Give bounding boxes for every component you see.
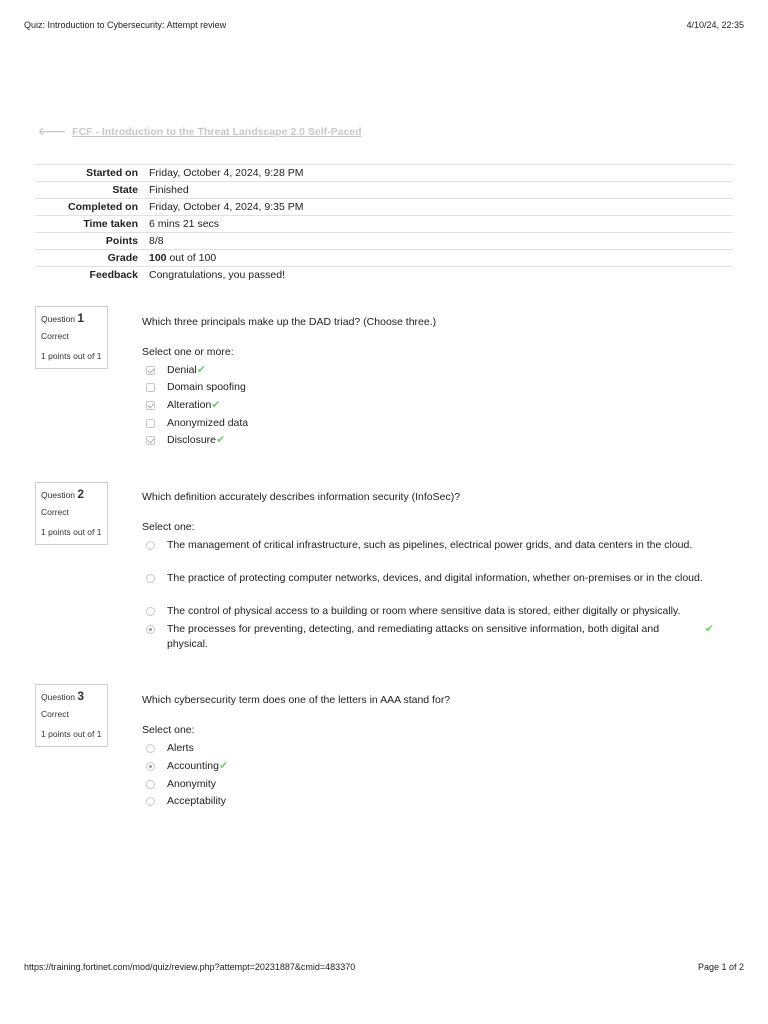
checkbox[interactable]: [146, 401, 155, 410]
question-grade: 1 points out of 1: [41, 351, 102, 361]
course-link-label[interactable]: FCF - Introduction to the Threat Landscape 2.0 Self-Paced: [72, 126, 362, 138]
page-url: https://training.fortinet.com/mod/quiz/review.php?attempt=20231887&cmid=483370: [24, 962, 356, 972]
summary-key: Feedback: [35, 267, 149, 284]
answer-option[interactable]: [146, 741, 724, 756]
answer-option[interactable]: [146, 794, 724, 809]
answer-option[interactable]: [146, 433, 724, 448]
answer-option[interactable]: [146, 380, 724, 395]
option-label: The management of critical infrastructure, such as pipelines, electrical power grids, and data centers in the cloud.: [167, 539, 693, 551]
checkbox[interactable]: [146, 366, 155, 375]
option-label: Alteration: [167, 399, 212, 411]
summary-row: [35, 216, 733, 233]
summary-value: Finished: [149, 182, 733, 199]
checkbox[interactable]: [146, 383, 155, 392]
summary-key: Started on: [35, 165, 149, 182]
option-label: Accounting: [167, 760, 219, 772]
answer-option[interactable]: [146, 416, 724, 431]
question-info-3: [35, 684, 108, 747]
page-number: Page 1 of 2: [697, 962, 744, 972]
answer-prompt-3: Select one:: [142, 724, 195, 736]
option-label: Anonymity: [167, 778, 217, 790]
option-label: The processes for preventing, detecting, and remediating attacks on sensitive information, both digital and physical.: [167, 623, 660, 650]
correct-check-icon: ✔: [216, 434, 226, 446]
question-number: Question 1: [41, 311, 85, 325]
grade-max: out of 100: [166, 252, 217, 264]
question-grade: 1 points out of 1: [41, 729, 102, 739]
question-text-3: Which cybersecurity term does one of the letters in AAA stand for?: [142, 694, 451, 706]
question-info-1: [35, 306, 108, 369]
answer-option[interactable]: [146, 604, 724, 619]
correct-check-icon: ✔: [218, 760, 229, 772]
radio-button[interactable]: [146, 744, 155, 753]
attempt-summary-table: [35, 164, 733, 283]
radio-button[interactable]: [146, 780, 155, 789]
course-back-link[interactable]: [38, 125, 362, 138]
question-number: Question 2: [41, 487, 85, 501]
summary-key: State: [35, 182, 149, 199]
question-state: Correct: [41, 331, 69, 341]
answer-option[interactable]: [146, 622, 724, 652]
print-datetime: 4/10/24, 22:35: [686, 20, 744, 30]
print-title: Quiz: Introduction to Cybersecurity: Attempt review: [24, 20, 227, 30]
correct-check-icon: ✔: [211, 399, 221, 411]
summary-key: Points: [35, 233, 149, 250]
summary-row: [35, 250, 733, 267]
radio-button[interactable]: [146, 762, 155, 771]
summary-value: [149, 250, 733, 267]
grade-score: 100: [149, 252, 167, 264]
radio-button[interactable]: [146, 625, 155, 634]
summary-row: [35, 233, 733, 250]
question-text-1: Which three principals make up the DAD triad? (Choose three.): [142, 316, 437, 328]
radio-button[interactable]: [146, 574, 155, 583]
answer-option[interactable]: [146, 777, 724, 792]
question-grade: 1 points out of 1: [41, 527, 102, 537]
arrow-left-icon: 🡐: [38, 126, 67, 138]
summary-key: Time taken: [35, 216, 149, 233]
option-label: Acceptability: [167, 795, 226, 807]
answer-option[interactable]: [146, 759, 724, 774]
answer-option[interactable]: [146, 538, 724, 553]
option-label: Alerts: [167, 742, 194, 754]
question-state: Correct: [41, 507, 69, 517]
option-label: Domain spoofing: [167, 381, 246, 393]
summary-value: Friday, October 4, 2024, 9:35 PM: [149, 199, 733, 216]
radio-button[interactable]: [146, 541, 155, 550]
option-label: The practice of protecting computer networks, devices, and digital information, whether on-premises or in the cloud.: [167, 572, 703, 584]
answer-prompt-1: Select one or more:: [142, 346, 234, 358]
option-label: Disclosure: [167, 434, 217, 446]
answer-option[interactable]: [146, 571, 724, 586]
summary-value: 8/8: [149, 233, 733, 250]
checkbox[interactable]: [146, 419, 155, 428]
option-label: The control of physical access to a building or room where sensitive data is stored, either digitally or physically.: [167, 605, 681, 617]
question-number: Question 3: [41, 689, 85, 703]
print-header: [24, 20, 744, 34]
summary-value: 6 mins 21 secs: [149, 216, 733, 233]
summary-row: [35, 182, 733, 199]
summary-value: Congratulations, you passed!: [149, 267, 733, 284]
checkbox[interactable]: [146, 436, 155, 445]
option-label: Denial: [167, 364, 197, 376]
answer-option[interactable]: [146, 363, 724, 378]
question-text-2: Which definition accurately describes information security (InfoSec)?: [142, 491, 461, 503]
question-state: Correct: [41, 709, 69, 719]
summary-row: [35, 165, 733, 182]
summary-key: Grade: [35, 250, 149, 267]
radio-button[interactable]: [146, 797, 155, 806]
summary-row: [35, 199, 733, 216]
option-label: Anonymized data: [167, 417, 249, 429]
radio-button[interactable]: [146, 607, 155, 616]
correct-check-icon: ✔: [704, 623, 714, 635]
summary-row: [35, 267, 733, 284]
answer-prompt-2: Select one:: [142, 521, 195, 533]
correct-check-icon: ✔: [196, 364, 206, 376]
answer-option[interactable]: [146, 398, 724, 413]
summary-value: Friday, October 4, 2024, 9:28 PM: [149, 165, 733, 182]
question-info-2: [35, 482, 108, 545]
summary-key: Completed on: [35, 199, 149, 216]
